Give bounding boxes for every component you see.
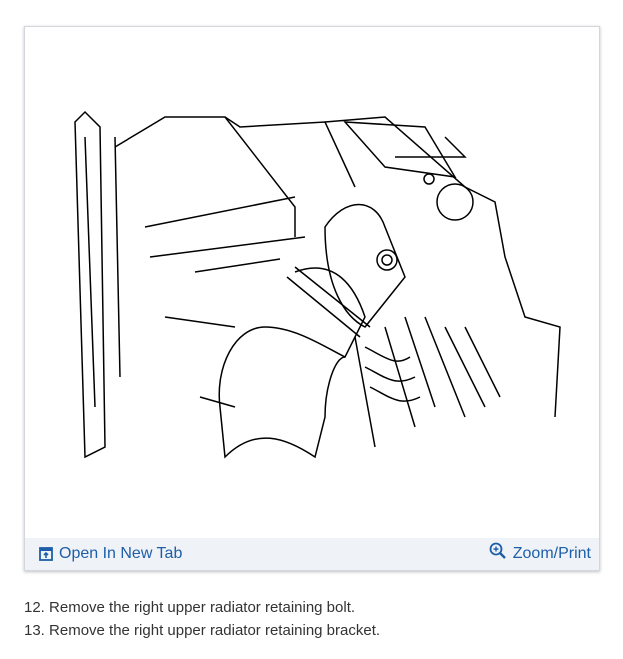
open-in-new-tab-link[interactable] bbox=[39, 545, 182, 563]
zoom-print-label: Zoom/Print bbox=[512, 545, 591, 562]
instruction-steps bbox=[24, 596, 380, 642]
zoom-in-icon bbox=[489, 542, 507, 560]
open-new-tab-icon bbox=[39, 547, 53, 561]
step-12: 12. Remove the right upper radiator retaining bolt. bbox=[24, 599, 356, 616]
figure-card bbox=[24, 26, 600, 571]
radiator-illustration bbox=[25, 27, 599, 537]
step-13: 13. Remove the right upper radiator retaining bracket. bbox=[24, 622, 381, 639]
open-in-new-tab-label: Open In New Tab bbox=[59, 545, 183, 562]
zoom-print-link[interactable] bbox=[489, 545, 591, 563]
figure-footer bbox=[25, 538, 599, 570]
